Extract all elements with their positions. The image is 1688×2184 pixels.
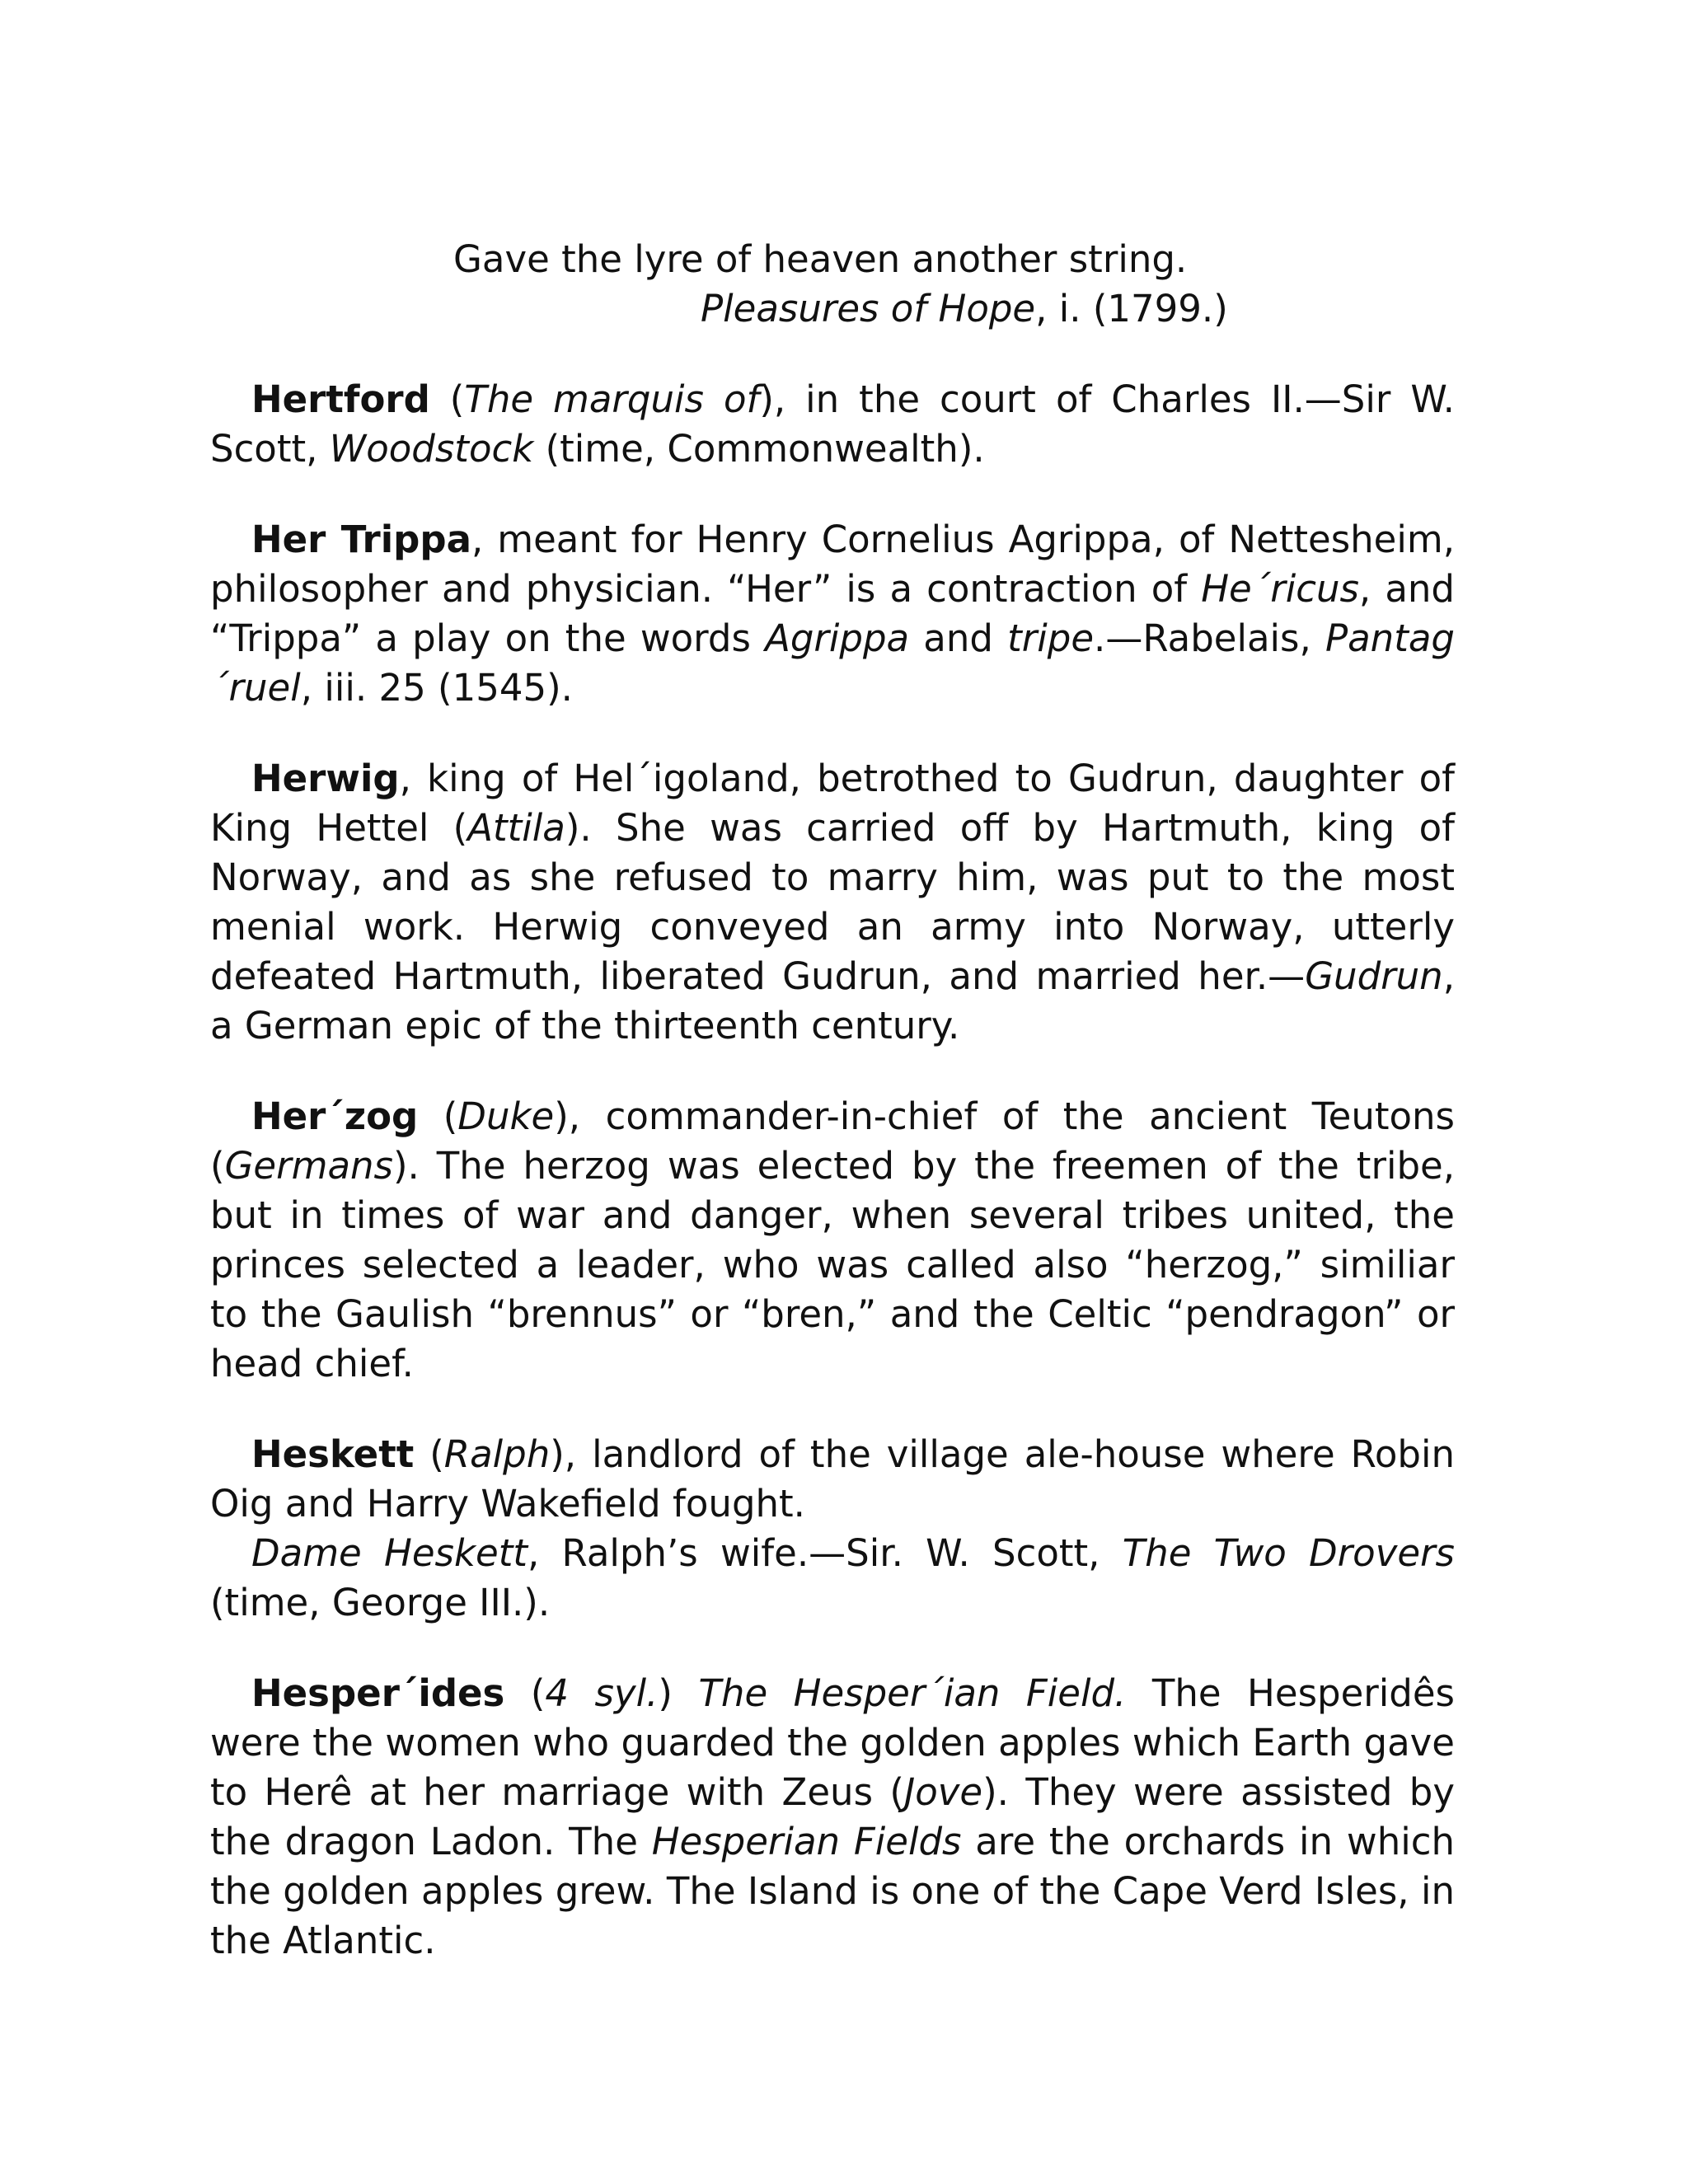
entry-text: and [909,616,1008,660]
entry-italic: The Hesper´ian Field. [698,1671,1127,1715]
citation-detail: , i. (1799.) [1035,287,1228,330]
entry-text: .—Rabelais, [1094,616,1325,660]
verse-quote [210,235,1455,334]
entry-italic: Hesperian Fields [651,1820,962,1863]
entry-italic: Germans [224,1144,393,1188]
entry-herzog [210,1092,1455,1389]
entry-hertford [210,375,1455,474]
entry-headword: Heskett [251,1432,415,1476]
entry-text: , king of Hel´igoland, betrothed to Gudrun, daughter of King Hettel ( [210,757,1455,850]
entry-text: ), landlord of the village ale-house where Robin Oig and Harry Wakefield fought. [210,1432,1455,1526]
verse-line: Gave the lyre of heaven another string. [453,237,1188,281]
entry-italic: The Two Drovers [1122,1531,1455,1575]
entry-her-trippa [210,515,1455,713]
entry-text: ). The herzog was elected by the freemen of the tribe, but in times of war and danger, when several tribes united, the princes selected a leader, who was called also “herzog,” similiar to the Gaulish “brennus” or “bren,” and the Celtic “pendragon” or head chief. [210,1144,1455,1385]
entry-text: , Ralph’s wife.—Sir. W. Scott, [528,1531,1123,1575]
entry-herwig [210,754,1455,1051]
verse-citation [701,284,1455,334]
entry-text: ( [429,377,465,421]
entry-text: , iii. 25 (1545). [300,666,573,710]
entry-text: ), in the court of Charles II.—Sir W. Scott, [210,377,1455,471]
entry-italic: Woodstock [329,427,534,471]
entry-text: ( [418,1094,458,1138]
entry-italic: Gudrun [1305,954,1443,998]
entry-italic: Dame Heskett [251,1531,528,1575]
entry-headword: Her Trippa [251,518,471,561]
entry-text: ). She was carried off by Hartmuth, king of Norway, and as she refused to marry him, was put to the most menial work. Herwig conveyed an army into Norway, utterly defeated Hartmuth, liberated Gudrun, and married her.— [210,806,1455,998]
entry-italic: He´ricus [1201,567,1359,611]
entry-italic: tripe [1007,616,1095,660]
entry-headword: Hertford [251,377,430,421]
entry-headword: Herwig [251,757,400,800]
entry-text: (time, George III.). [210,1581,551,1624]
entry-italic: Duke [457,1094,555,1138]
entry-text: ( [414,1432,444,1476]
entry-text: ), commander-in-chief of the ancient Teutons ( [210,1094,1455,1188]
entry-text: ) [658,1671,699,1715]
entry-text: (time, Commonwealth). [533,427,985,471]
entry-heskett-sub [210,1529,1455,1628]
entry-italic: The marquis of [464,377,760,421]
entry-italic: Attila [467,806,565,850]
entry-headword: Her´zog [251,1094,419,1138]
entry-italic: Pantag´ruel [210,616,1455,710]
entry-text: , meant for Henry Cornelius Agrippa, of Nettesheim, philosopher and physician. “Her” is a contraction of [210,518,1455,611]
document-page [210,235,1455,2003]
entry-text: The Hesperidês were the women who guarded the golden apples which Earth gave to Herê at her marriage with Zeus ( [210,1671,1455,1814]
citation-title: Pleasures of Hope [701,287,1036,330]
entry-text: ( [504,1671,546,1715]
entry-text: are the orchards in which the golden apples grew. The Island is one of the Cape Verd Isles, in the Atlantic. [210,1820,1455,1962]
entry-headword: Hesper´ides [251,1671,505,1715]
entry-italic: 4 syl. [545,1671,659,1715]
entry-text: , and “Trippa” a play on the words [210,567,1455,660]
entry-italic: Jove [903,1770,983,1814]
entry-heskett [210,1430,1455,1529]
entry-italic: Ralph [443,1432,551,1476]
entry-text: , a German epic of the thirteenth century. [210,954,1455,1047]
entry-text: ). They were assisted by the dragon Ladon. The [210,1770,1455,1863]
entry-hesperides [210,1669,1455,1966]
entry-italic: Agrippa [765,616,910,660]
